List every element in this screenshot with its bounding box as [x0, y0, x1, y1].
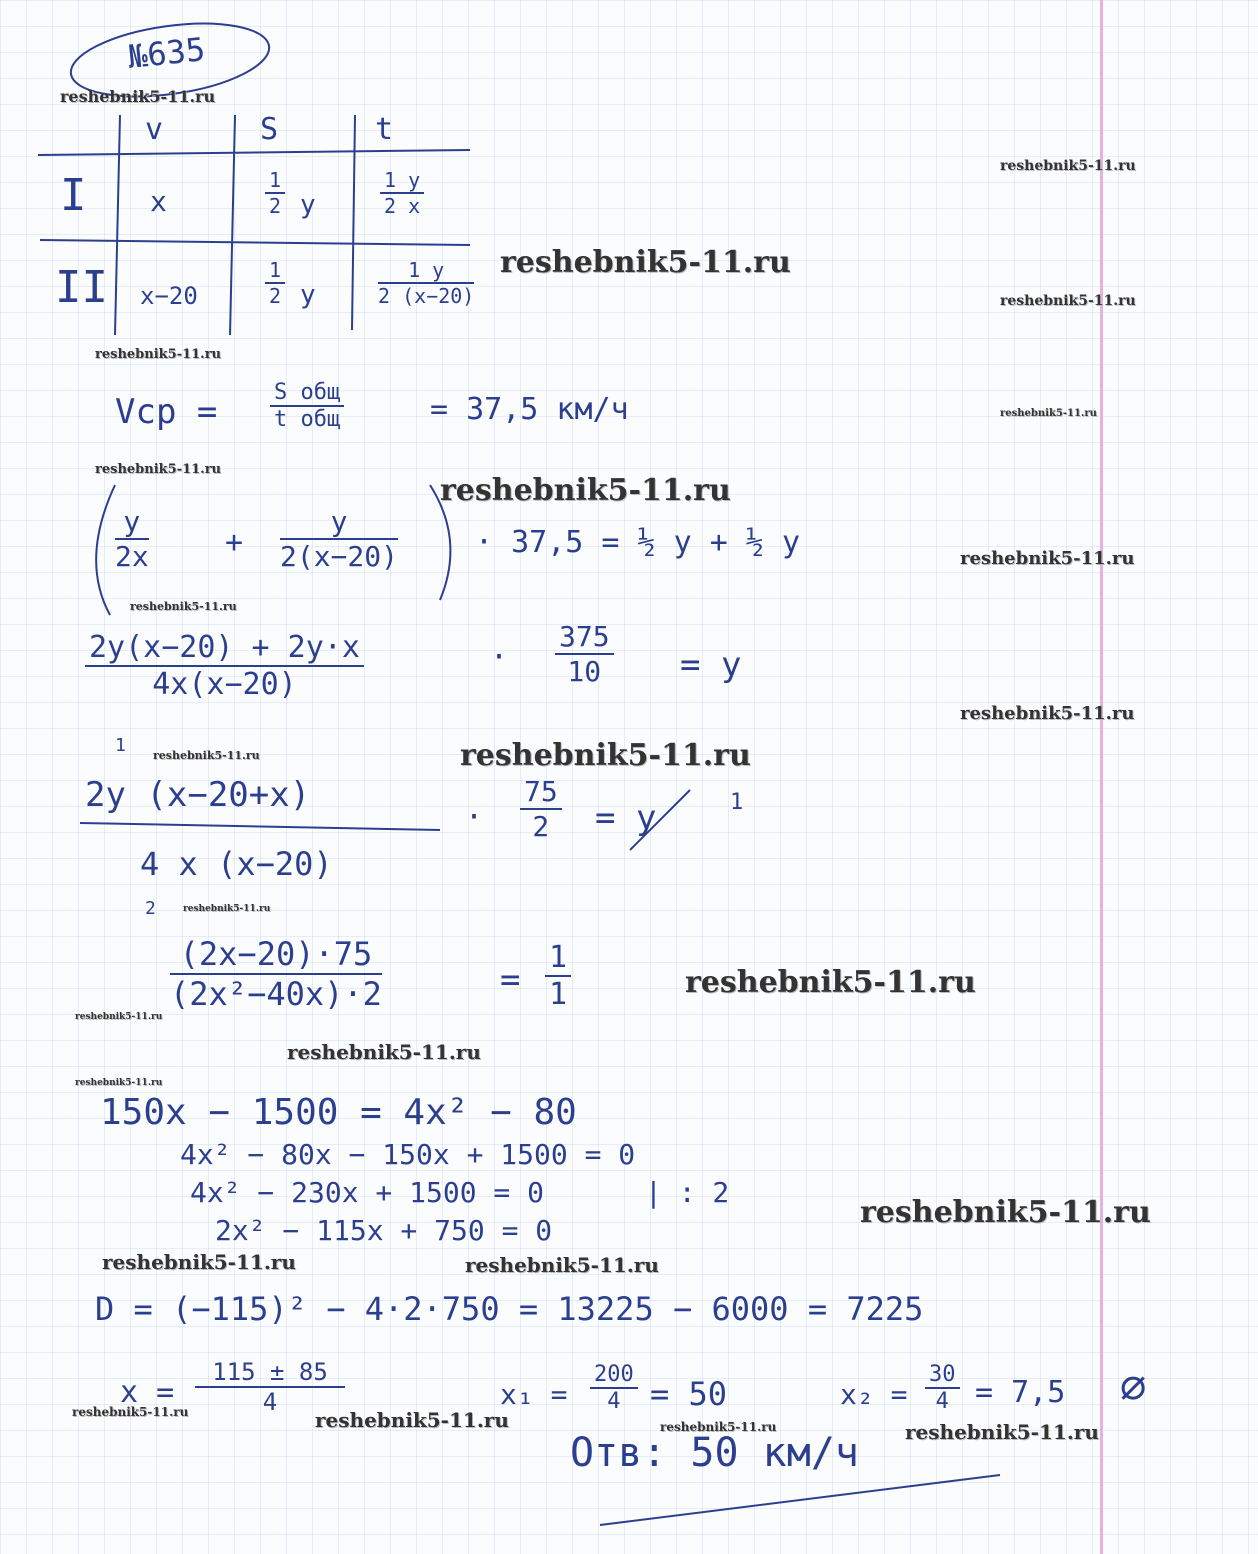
eq1-a-den: 2x: [115, 540, 149, 573]
row-2-s-den: 2: [269, 284, 282, 308]
watermark: reshebnik5-11.ru: [95, 347, 222, 362]
eq3-num: 2y (x−20+x): [85, 775, 311, 815]
eq2-right: = y: [680, 645, 742, 685]
eq3-mid-fraction: [520, 775, 562, 843]
x2-num: 30: [925, 1362, 960, 1389]
watermark: reshebnik5-11.ru: [153, 749, 260, 762]
root-num: 115 ± 85: [195, 1358, 345, 1388]
vavg-left: Vср =: [115, 392, 218, 432]
watermark: reshebnik5-11.ru: [95, 462, 222, 477]
watermark: reshebnik5-11.ru: [1000, 158, 1136, 174]
row-2-label: II: [55, 262, 108, 313]
root-label: x =: [120, 1375, 175, 1410]
quad-line-2: 4x² − 80x − 150x + 1500 = 0: [180, 1138, 636, 1171]
eq3-mark-1: 1: [115, 735, 126, 756]
vavg-den: t общ: [274, 407, 341, 432]
row-2-t-num: 1 y: [378, 258, 474, 284]
discriminant: D = (−115)² − 4·2·750 = 13225 − 6000 = 7225: [95, 1290, 924, 1328]
vavg-num: S общ: [270, 380, 344, 407]
eq2-fraction: [85, 630, 364, 702]
eq2-den: 4x(x−20): [152, 667, 297, 702]
row-1-s-num: 1: [265, 168, 285, 194]
eq4-r-num: 1: [545, 940, 571, 977]
row-2-s-num: 1: [265, 258, 285, 284]
table-vline-2: [230, 115, 235, 335]
watermark: reshebnik5-11.ru: [860, 1195, 1151, 1230]
x1-value: = 50: [650, 1375, 728, 1413]
answer-underline: [600, 1475, 1000, 1525]
eq4-fraction: [170, 935, 382, 1013]
x1-num: 200: [590, 1362, 638, 1389]
watermark: reshebnik5-11.ru: [905, 1420, 1099, 1444]
watermark: reshebnik5-11.ru: [130, 600, 237, 613]
eq1-right: · 37,5 = ½ y + ½ y: [475, 525, 801, 560]
eq4-right-fraction: [545, 940, 571, 1012]
watermark: reshebnik5-11.ru: [72, 1405, 189, 1419]
x2-den: 4: [935, 1389, 949, 1414]
eq2-dot: ·: [490, 640, 509, 675]
eq1-b-fraction: [280, 505, 398, 573]
eq4-equals: =: [500, 960, 521, 1000]
eq3-mid-den: 2: [532, 810, 550, 843]
watermark: reshebnik5-11.ru: [315, 1408, 509, 1432]
x2-value: = 7,5: [975, 1375, 1066, 1410]
answer: Отв: 50 км/ч: [570, 1430, 859, 1476]
quad-line-4: 2x² − 115x + 750 = 0: [215, 1214, 553, 1247]
watermark: reshebnik5-11.ru: [75, 1078, 163, 1088]
quad-line-3: 4x² − 230x + 1500 = 0: [190, 1176, 545, 1209]
row-2-s-fraction: [265, 258, 285, 308]
eq1-left-bracket: [96, 485, 115, 615]
table-vline-3: [352, 115, 355, 330]
row-2-t-den: 2 (x−20): [378, 284, 475, 308]
vavg-fraction: [270, 380, 344, 432]
row-1-s-den: 2: [269, 194, 282, 218]
eq3-mark-3: 2: [145, 898, 156, 919]
x2-fraction: [925, 1362, 960, 1414]
eq3-mark-2: 1: [730, 790, 744, 815]
x1-fraction: [590, 1362, 638, 1414]
row-1-t-fraction: [380, 168, 424, 218]
row-2-t-fraction: [378, 258, 474, 308]
row-2-s-var: y: [300, 280, 316, 310]
x2-reject-mark: ∅: [1120, 1362, 1147, 1413]
eq1-b-den: 2(x−20): [280, 540, 399, 573]
eq4-r-den: 1: [549, 977, 568, 1012]
row-1-s-fraction: [265, 168, 285, 218]
watermark: reshebnik5-11.ru: [440, 473, 731, 508]
watermark: reshebnik5-11.ru: [660, 1420, 777, 1434]
watermark: reshebnik5-11.ru: [960, 703, 1135, 724]
row-1-v: x: [150, 185, 167, 218]
eq3-fraction-bar: [80, 823, 440, 830]
watermark: reshebnik5-11.ru: [500, 245, 791, 280]
eq4-den: (2x²−40x)·2: [170, 975, 382, 1013]
eq4-num: (2x−20)·75: [170, 935, 382, 975]
eq2-mid-den: 10: [567, 655, 602, 688]
watermark: reshebnik5-11.ru: [75, 1012, 163, 1022]
watermark: reshebnik5-11.ru: [685, 965, 976, 1000]
watermark: reshebnik5-11.ru: [287, 1040, 481, 1064]
table-hline-2: [40, 240, 470, 245]
watermark: reshebnik5-11.ru: [102, 1250, 296, 1274]
eq1-b-num: y: [280, 505, 398, 540]
table-hline-1: [38, 150, 470, 155]
root-den: 4: [262, 1388, 278, 1416]
watermark: reshebnik5-11.ru: [960, 548, 1135, 569]
eq3-mid-num: 75: [520, 775, 562, 810]
table-vline-1: [115, 115, 120, 335]
quad-line-1: 150x − 1500 = 4x² − 80: [100, 1092, 577, 1133]
quad-line-3-note: | : 2: [645, 1176, 730, 1209]
eq1-a-fraction: [115, 505, 149, 573]
row-1-t-den: 2 x: [384, 194, 421, 218]
eq3-dot: ·: [465, 800, 484, 835]
eq3-right: = y: [595, 798, 657, 838]
vavg-right: = 37,5 км/ч: [430, 392, 629, 427]
x1-den: 4: [607, 1389, 621, 1414]
row-1-t-num: 1 y: [380, 168, 424, 194]
eq3-den: 4 x (x−20): [140, 845, 333, 883]
row-1-s-var: y: [300, 190, 316, 220]
watermark: reshebnik5-11.ru: [1000, 408, 1097, 419]
eq1-a-num: y: [115, 505, 149, 540]
table-header-s: S: [260, 112, 279, 147]
eq2-mid-num: 375: [555, 620, 614, 655]
table-header-v: v: [145, 112, 164, 147]
eq2-mid-fraction: [555, 620, 614, 688]
eq2-num: 2y(x−20) + 2y·x: [85, 630, 364, 667]
table-header-t: t: [375, 112, 394, 147]
row-2-v: x−20: [140, 282, 198, 310]
row-1-label: I: [60, 170, 87, 221]
watermark: reshebnik5-11.ru: [465, 1253, 659, 1277]
watermark: reshebnik5-11.ru: [460, 738, 751, 773]
eq1-plus: +: [225, 525, 244, 560]
x2-label: x₂ =: [840, 1378, 908, 1411]
watermark: reshebnik5-11.ru: [183, 904, 271, 914]
x1-label: x₁ =: [500, 1378, 568, 1411]
watermark: reshebnik5-11.ru: [1000, 293, 1136, 309]
watermark: reshebnik5-11.ru: [60, 87, 216, 106]
problem-number: №635: [126, 30, 207, 76]
